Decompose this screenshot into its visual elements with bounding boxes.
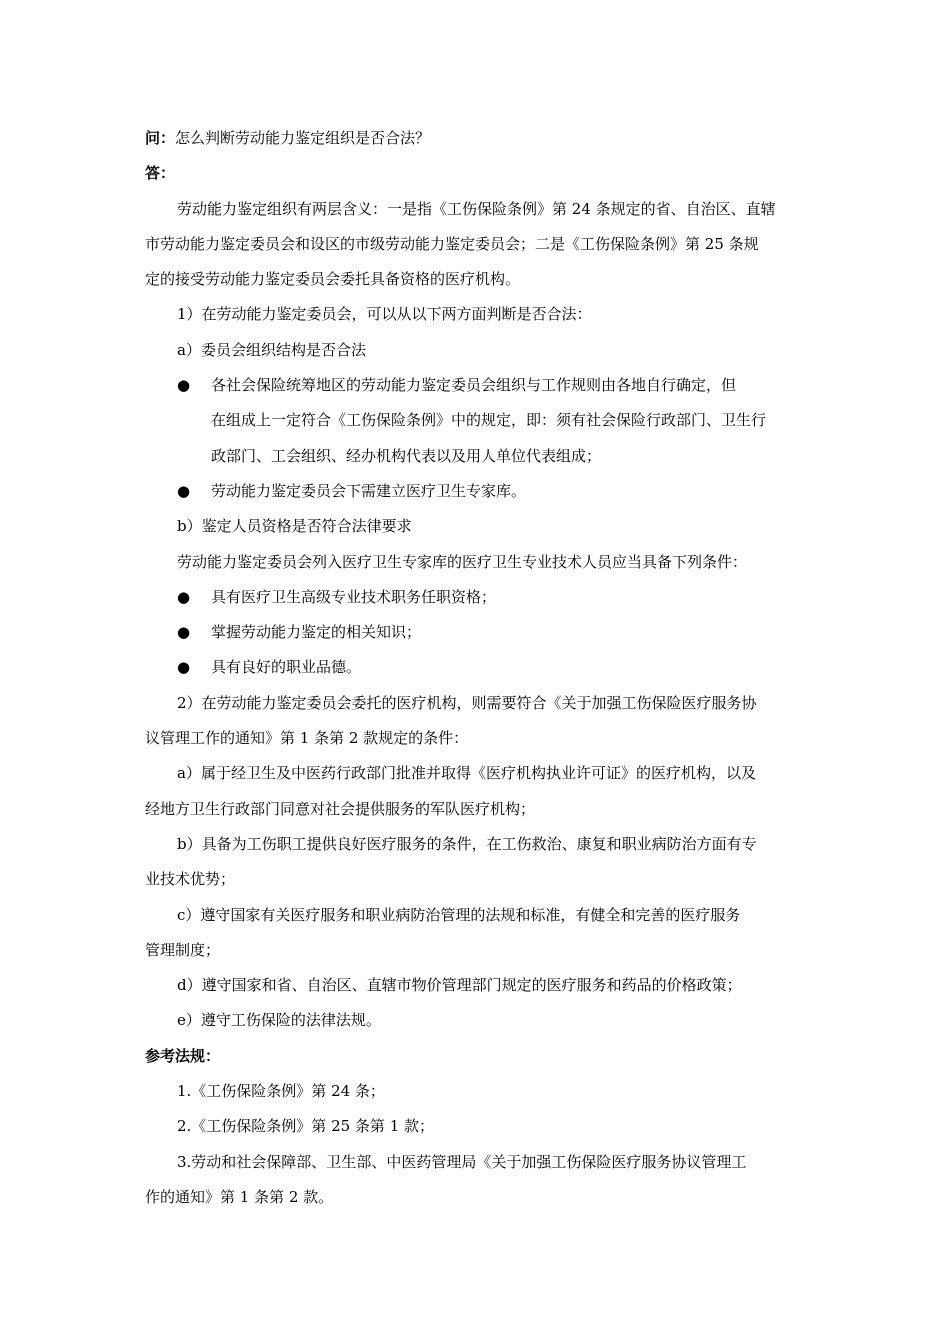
bullet-text: 在组成上一定符合《工伤保险条例》中的规定，即：须有社会保险行政部门、卫生行 (211, 411, 767, 430)
part2-item-line: b）具备为工伤职工提供良好医疗服务的条件，在工伤救治、康复和职业病防治方面有专 (177, 834, 757, 853)
list-item (145, 615, 810, 650)
part2-item-line: d）遵守国家和省、自治区、直辖市物价管理部门规定的医疗服务和药品的价格政策； (177, 976, 742, 995)
part1-b-heading: b）鉴定人员资格是否符合法律要求 (177, 517, 412, 536)
reference-line: 作的通知》第 1 条第 2 款。 (145, 1187, 334, 1206)
part2-item (145, 756, 810, 827)
part2-item-line: a）属于经卫生及中医药行政部门批准并取得《医疗机构执业许可证》的医疗机构，以及 (177, 764, 756, 783)
intro-paragraph (145, 192, 810, 298)
list-item (145, 650, 810, 685)
bullet-text: 具有医疗卫生高级专业技术职务任职资格； (211, 587, 497, 606)
bullet-icon: ● (177, 587, 191, 606)
reference-item: 1.《工伤保险条例》第 24 条； (177, 1082, 385, 1101)
bullet-text: 政部门、工会组织、经办机构代表以及用人单位代表组成； (211, 446, 602, 465)
list-item (145, 580, 810, 615)
answer-label: 答： (145, 164, 176, 183)
part2-heading-line: 2）在劳动能力鉴定委员会委托的医疗机构，则需要符合《关于加强工伤保险医疗服务协 (177, 693, 757, 712)
part2-heading (145, 686, 810, 757)
part2-item-line: 经地方卫生行政部门同意对社会提供服务的军队医疗机构； (145, 799, 536, 818)
part2-item-line: c）遵守国家有关医疗服务和职业病防治管理的法规和标准，有健全和完善的医疗服务 (177, 905, 741, 924)
reference-line: 3.劳动和社会保障部、卫生部、中医药管理局《关于加强工伤保险医疗服务协议管理工 (177, 1152, 747, 1171)
question-line (145, 121, 810, 156)
intro-line: 劳动能力鉴定组织有两层含义：一是指《工伤保险条例》第 24 条规定的省、自治区、直辖 (177, 199, 776, 218)
part2-item-line: 管理制度； (145, 940, 221, 959)
references-label: 参考法规： (145, 1046, 221, 1065)
question-label: 问： (145, 129, 176, 147)
bullet-text: 劳动能力鉴定委员会下需建立医疗卫生专家库。 (211, 481, 527, 500)
list-item (145, 368, 810, 474)
bullet-icon: ● (177, 481, 191, 500)
bullet-icon: ● (177, 376, 191, 395)
reference-item (145, 1145, 810, 1216)
bullet-icon: ● (177, 623, 191, 642)
part2-item-line: e）遵守工伤保险的法律法规。 (177, 1011, 381, 1030)
reference-item: 2.《工伤保险条例》第 25 条第 1 款； (177, 1117, 435, 1136)
intro-line: 定的接受劳动能力鉴定委员会委托具备资格的医疗机构。 (145, 270, 521, 289)
part2-item (145, 898, 810, 969)
bullet-text: 各社会保险统筹地区的劳动能力鉴定委员会组织与工作规则由各地自行确定，但 (211, 376, 737, 395)
document-page (145, 121, 810, 1215)
part2-item (145, 827, 810, 898)
intro-line: 市劳动能力鉴定委员会和设区的市级劳动能力鉴定委员会；二是《工伤保险条例》第 25 条规 (145, 234, 759, 253)
list-item (145, 474, 810, 509)
part1-a-heading: a）委员会组织结构是否合法 (177, 340, 366, 359)
part2-item (145, 968, 810, 1003)
part2-heading-line: 议管理工作的通知》第 1 条第 2 款规定的条件： (145, 729, 469, 748)
question-text: 怎么判断劳动能力鉴定组织是否合法？ (175, 129, 431, 147)
part2-item-line: 业技术优势； (145, 870, 236, 889)
bullet-text: 具有良好的职业品德。 (211, 658, 362, 677)
part2-item (145, 1003, 810, 1038)
bullet-text: 掌握劳动能力鉴定的相关知识； (211, 623, 422, 642)
part1-b-intro: 劳动能力鉴定委员会列入医疗卫生专家库的医疗卫生专业技术人员应当具备下列条件： (177, 552, 748, 571)
part1-heading: 1）在劳动能力鉴定委员会，可以从以下两方面判断是否合法： (177, 305, 592, 324)
bullet-icon: ● (177, 658, 191, 677)
